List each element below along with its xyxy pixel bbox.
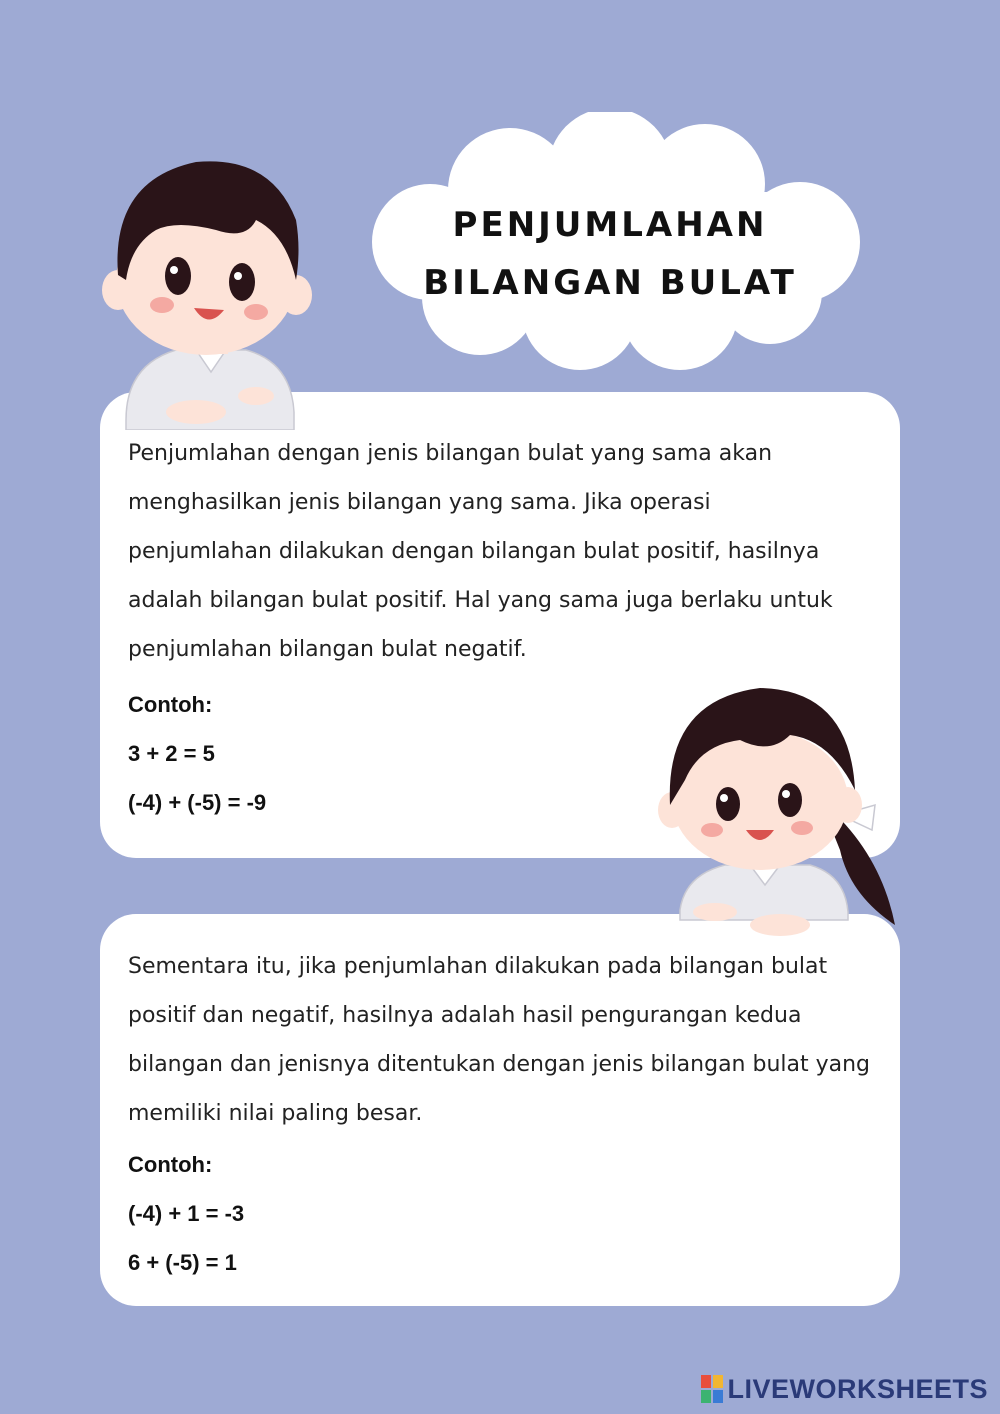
title-line-1: PENJUMLAHAN (452, 205, 768, 245)
card1-example-1: 3 + 2 = 5 (128, 741, 215, 766)
girl-illustration (650, 680, 910, 950)
card1-example-label: Contoh: (128, 692, 213, 717)
boy-illustration (96, 150, 316, 430)
liveworksheets-brand (701, 1372, 988, 1406)
liveworksheets-logo-icon (701, 1375, 723, 1403)
title-line-2: BILANGAN BULAT (423, 263, 797, 303)
brand-name: LIVEWORKSHEETS (727, 1373, 988, 1404)
card2-paragraph: Sementara itu, jika penjumlahan dilakukan pada bilangan bulat positif dan negatif, hasilnya adalah hasil pengurangan kedua bilangan dan jenisnya ditentukan dengan jenis bilangan bulat yang memiliki nilai paling besar. (128, 954, 871, 1126)
page-title (400, 196, 820, 312)
info-card-mixed-sign (100, 914, 900, 1306)
card2-example-2: 6 + (-5) = 1 (128, 1250, 237, 1275)
card2-example-label: Contoh: (128, 1152, 213, 1177)
card1-paragraph: Penjumlahan dengan jenis bilangan bulat yang sama akan menghasilkan jenis bilangan yang sama. Jika operasi penjumlahan dilakukan dengan bilangan bulat positif, hasilnya adalah bilangan bulat positif. Hal yang sama juga berlaku untuk penjumlahan bilangan bulat negatif. (128, 441, 833, 662)
card1-example-2: (-4) + (-5) = -9 (128, 790, 267, 815)
card2-example-1: (-4) + 1 = -3 (128, 1201, 245, 1226)
